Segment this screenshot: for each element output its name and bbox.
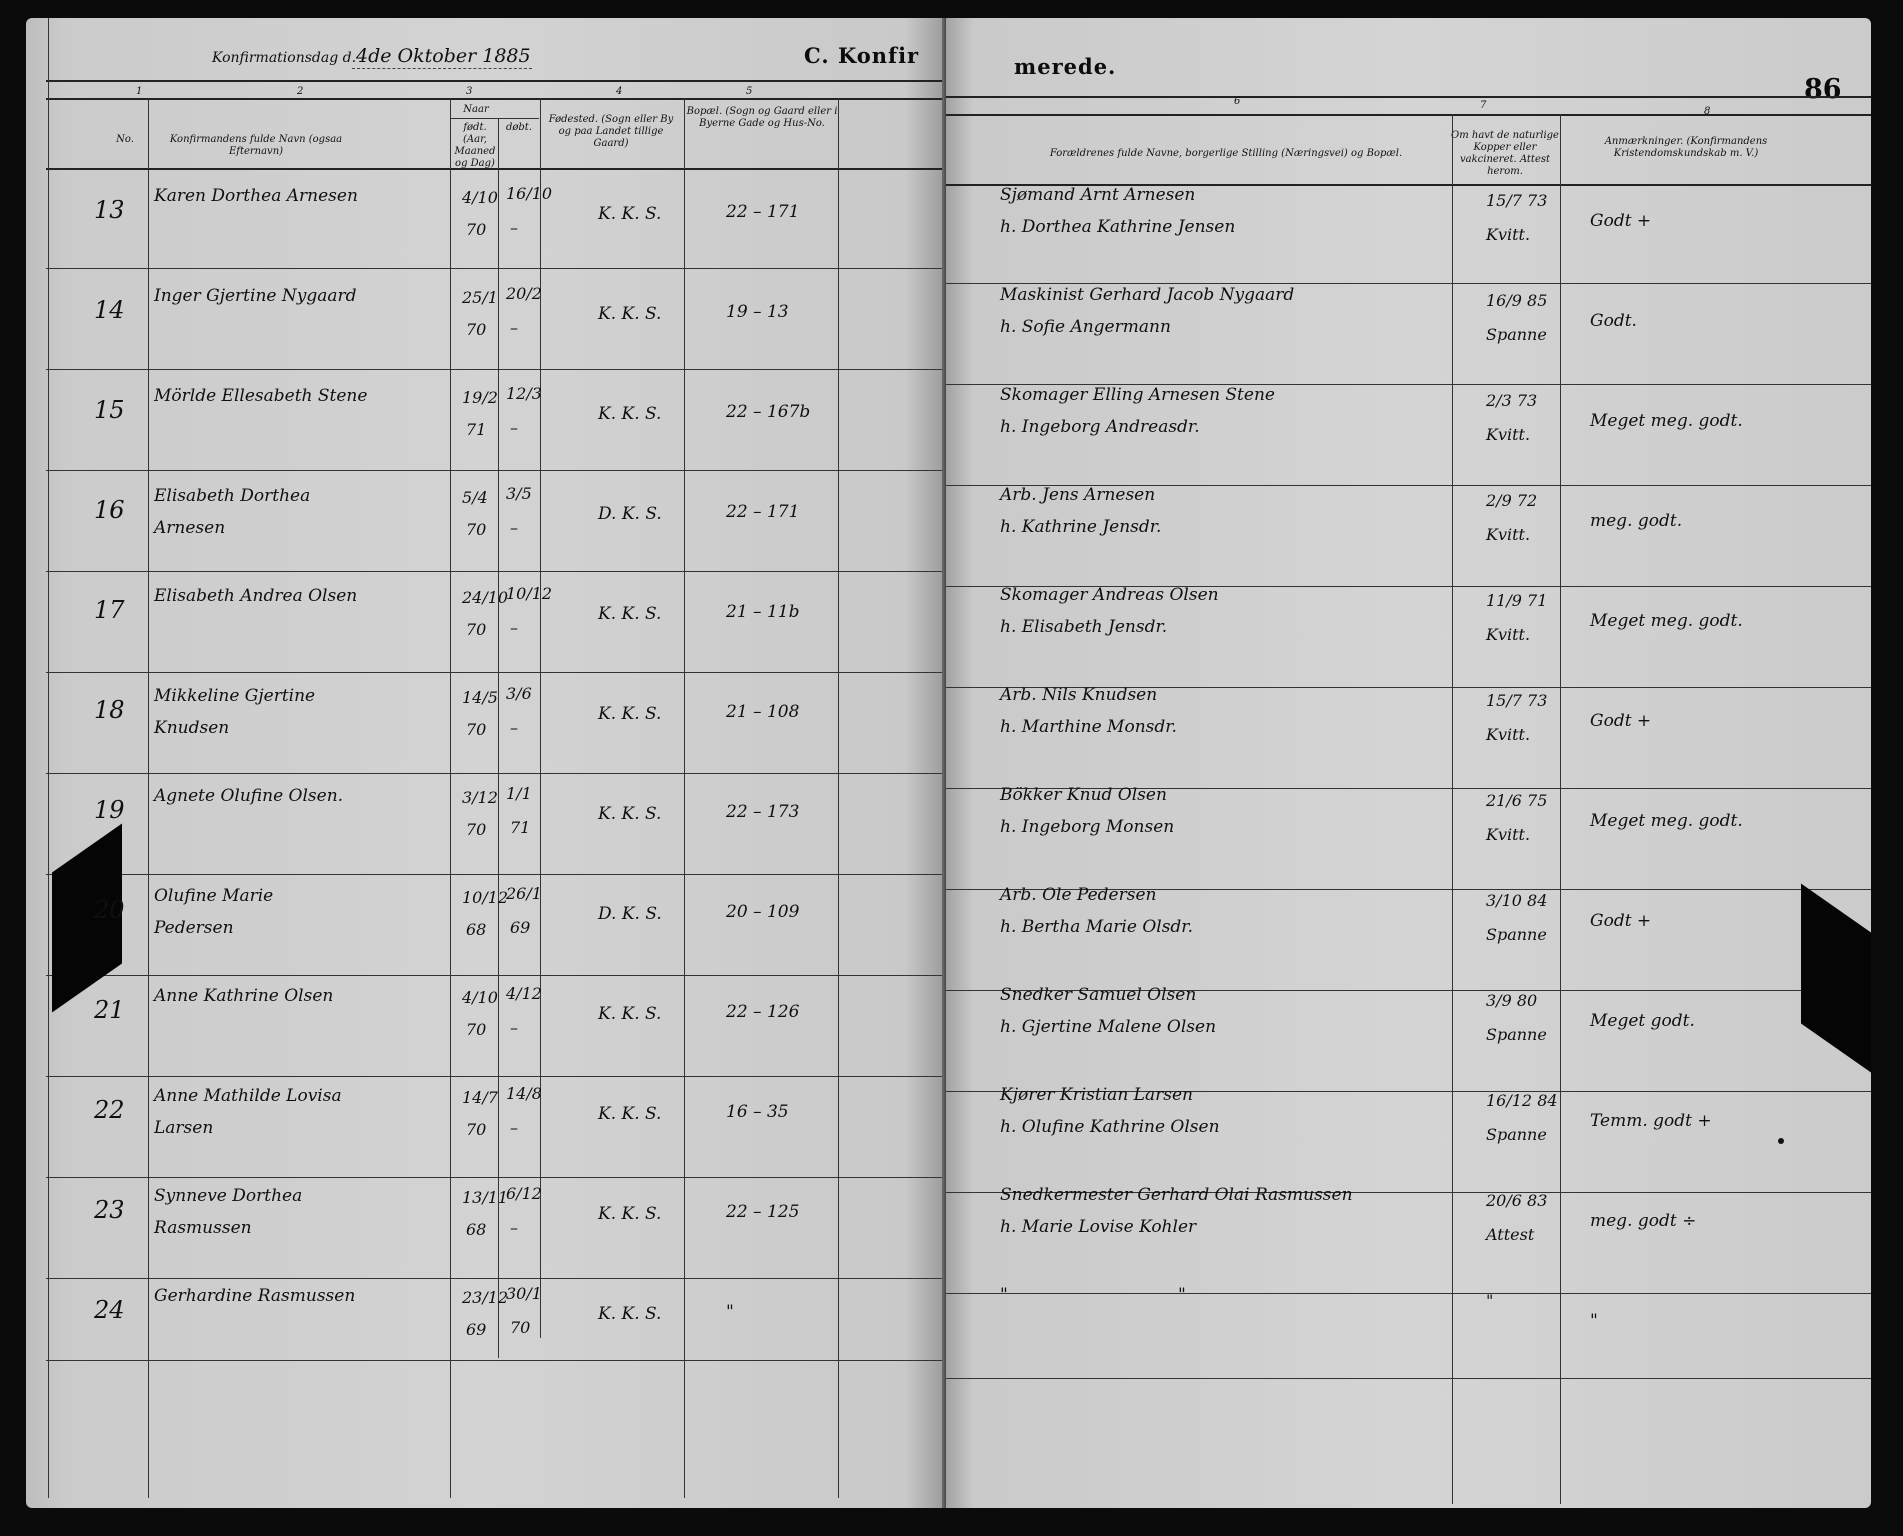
header-bopael: Bopæl. (Sogn og Gaard eller i Byerne Gade og Hus-No. xyxy=(686,106,838,129)
confirmand-name: Inger Gjertine Nygaard xyxy=(154,286,357,306)
row-number: 14 xyxy=(94,296,125,324)
residence: 21 – 108 xyxy=(726,702,800,722)
vaccination-attest: Spanne xyxy=(1486,1025,1547,1044)
parents-mother: h. Gjertine Malene Olsen xyxy=(1000,1017,1217,1037)
birth-date: 4/10 xyxy=(462,988,498,1007)
parents-father: " xyxy=(1000,1285,1008,1305)
row-rule xyxy=(46,975,942,976)
rule-top xyxy=(46,80,942,82)
confirmand-name-line2: Pedersen xyxy=(154,918,234,938)
col-line-margin xyxy=(48,18,49,1498)
parents-father: Kjører Kristian Larsen xyxy=(1000,1085,1193,1105)
residence: 22 – 126 xyxy=(726,1002,800,1022)
remarks: meg. godt. xyxy=(1590,511,1683,531)
vaccination-attest: Kvitt. xyxy=(1486,225,1531,244)
birth-year: 70 xyxy=(466,720,487,739)
birth-year: 70 xyxy=(466,1120,487,1139)
residence: 20 – 109 xyxy=(726,902,800,922)
birth-year: 71 xyxy=(466,420,487,439)
confirmand-name: Gerhardine Rasmussen xyxy=(154,1286,356,1306)
baptism-year: – xyxy=(510,418,518,437)
parents-mother: h. Sofie Angermann xyxy=(1000,317,1171,337)
vaccination-attest: Kvitt. xyxy=(1486,725,1531,744)
residence: 22 – 167b xyxy=(726,402,811,422)
baptism-date: 30/1 xyxy=(506,1284,542,1303)
header-foraeldre: Forældrenes fulde Navne, borgerlige Stilling (Næringsvei) og Bopæl. xyxy=(1049,148,1403,159)
birthplace: D. K. S. xyxy=(598,504,662,524)
baptism-date: 3/5 xyxy=(506,484,532,503)
header-fodested: Fødested. (Sogn eller By og paa Landet tillige Gaard) xyxy=(548,114,674,149)
confirmand-name: Karen Dorthea Arnesen xyxy=(154,186,358,206)
section-title-right: merede. xyxy=(1014,54,1117,79)
parents-father: Snedkermester Gerhard Olai Rasmussen xyxy=(1000,1185,1353,1205)
birth-date: 5/4 xyxy=(462,488,488,507)
confirmand-name: Agnete Olufine Olsen. xyxy=(154,786,344,806)
parents-mother: h. Elisabeth Jensdr. xyxy=(1000,617,1168,637)
baptism-year: 70 xyxy=(510,1318,531,1337)
baptism-year: 71 xyxy=(510,818,531,837)
column-number-7: 7 xyxy=(1480,100,1487,111)
rule-top xyxy=(946,96,1871,98)
birthplace: K. K. S. xyxy=(598,1204,662,1224)
col-line-name xyxy=(450,98,451,1498)
birth-year: 70 xyxy=(466,320,487,339)
vaccination-attest: Spanne xyxy=(1486,325,1547,344)
baptism-date: 6/12 xyxy=(506,1184,542,1203)
baptism-date: 20/2 xyxy=(506,284,542,303)
remarks: Godt + xyxy=(1590,711,1652,731)
birth-date: 14/7 xyxy=(462,1088,498,1107)
column-number-6: 6 xyxy=(1234,96,1241,107)
header-nr: No. xyxy=(116,134,134,145)
row-rule xyxy=(46,1278,942,1279)
remarks: " xyxy=(1590,1311,1598,1331)
birth-date: 10/12 xyxy=(462,888,509,907)
baptism-year: – xyxy=(510,518,518,537)
baptism-date: 16/10 xyxy=(506,184,553,203)
baptism-date: 3/6 xyxy=(506,684,532,703)
confirmand-name: Elisabeth Andrea Olsen xyxy=(154,586,358,606)
remarks: Godt. xyxy=(1590,311,1637,331)
residence: 22 – 171 xyxy=(726,202,800,222)
row-number: 22 xyxy=(94,1096,125,1124)
row-rule xyxy=(46,874,942,875)
column-number-2: 2 xyxy=(297,86,304,97)
parents-mother: h. Bertha Marie Olsdr. xyxy=(1000,917,1193,937)
baptism-date: 26/1 xyxy=(506,884,542,903)
birth-date: 19/2 xyxy=(462,388,498,407)
baptism-year: – xyxy=(510,618,518,637)
row-number: 18 xyxy=(94,696,125,724)
remarks: Godt + xyxy=(1590,211,1652,231)
column-number-3: 3 xyxy=(466,86,473,97)
birth-year: 70 xyxy=(466,520,487,539)
residence: 16 – 35 xyxy=(726,1102,789,1122)
vaccination-attest: Kvitt. xyxy=(1486,425,1531,444)
confirmand-name: Olufine Marie xyxy=(154,886,274,906)
col-line-nr xyxy=(148,98,149,1498)
binding-clip-right xyxy=(1801,883,1871,1072)
confirmand-name: Synneve Dorthea xyxy=(154,1186,303,1206)
row-number: 19 xyxy=(94,796,125,824)
row-number: 21 xyxy=(94,996,125,1024)
row-rule xyxy=(46,672,942,673)
birth-year: 68 xyxy=(466,920,487,939)
baptism-year: – xyxy=(510,218,518,237)
residence: 21 – 11b xyxy=(726,602,800,622)
vaccination-date: 3/9 80 xyxy=(1486,991,1538,1010)
confirmand-name-line2: Rasmussen xyxy=(154,1218,252,1238)
vaccination-attest: Kvitt. xyxy=(1486,525,1531,544)
baptism-date: 10/12 xyxy=(506,584,553,603)
birth-year: 69 xyxy=(466,1320,487,1339)
column-number-8: 8 xyxy=(1704,106,1711,117)
baptism-date: 12/3 xyxy=(506,384,542,403)
remarks: meg. godt ÷ xyxy=(1590,1211,1697,1231)
parents-mother: h. Dorthea Kathrine Jensen xyxy=(1000,217,1236,237)
vaccination-attest: Kvitt. xyxy=(1486,825,1531,844)
birth-year: 70 xyxy=(466,820,487,839)
column-number-4: 4 xyxy=(616,86,623,97)
row-number: 16 xyxy=(94,496,125,524)
birthplace: K. K. S. xyxy=(598,1304,662,1324)
parents-father: Skomager Elling Arnesen Stene xyxy=(1000,385,1275,405)
row-number: 24 xyxy=(94,1296,125,1324)
birthplace: K. K. S. xyxy=(598,704,662,724)
baptism-date: 1/1 xyxy=(506,784,532,803)
birth-date: 23/12 xyxy=(462,1288,509,1307)
vaccination-date: 3/10 84 xyxy=(1486,891,1548,910)
right-page xyxy=(946,18,1871,1508)
confirmand-name: Mörlde Ellesabeth Stene xyxy=(154,386,368,406)
residence: 22 – 171 xyxy=(726,502,800,522)
confirmand-name-line2: Larsen xyxy=(154,1118,214,1138)
col-line-kopper xyxy=(1560,114,1561,1504)
confirmand-name: Elisabeth Dorthea xyxy=(154,486,311,506)
rule-header-top xyxy=(46,98,942,100)
section-title-left: C. Konfir xyxy=(804,43,920,68)
konfirmationsdag-value: 4de Oktober 1885 xyxy=(356,45,531,67)
header-anmaerkninger: Anmærkninger. (Konfirmandens Kristendomskundskab m. V.) xyxy=(1604,136,1768,159)
remarks: Meget meg. godt. xyxy=(1590,811,1743,831)
vaccination-date: 15/7 73 xyxy=(1486,691,1548,710)
rule-header-top xyxy=(946,114,1871,116)
header-fodt: født. (Aar, Maaned og Dag) xyxy=(454,122,496,169)
vaccination-date: 16/12 84 xyxy=(1486,1091,1558,1110)
row-rule xyxy=(46,773,942,774)
parents-father: Bökker Knud Olsen xyxy=(1000,785,1167,805)
birthplace: K. K. S. xyxy=(598,1104,662,1124)
left-page xyxy=(26,18,942,1508)
parents-father: Arb. Nils Knudsen xyxy=(1000,685,1158,705)
parents-father: Skomager Andreas Olsen xyxy=(1000,585,1219,605)
confirmand-name: Anne Mathilde Lovisa xyxy=(154,1086,342,1106)
baptism-year: – xyxy=(510,318,518,337)
birth-year: 70 xyxy=(466,1020,487,1039)
parents-mother: h. Ingeborg Monsen xyxy=(1000,817,1175,837)
birth-date: 14/5 xyxy=(462,688,498,707)
birth-year: 70 xyxy=(466,620,487,639)
row-rule xyxy=(946,283,1871,284)
ink-dot xyxy=(1778,1138,1784,1144)
birth-year: 70 xyxy=(466,220,487,239)
row-rule xyxy=(946,1378,1871,1379)
col-line-fodt xyxy=(498,118,499,1358)
column-number-1: 1 xyxy=(136,86,143,97)
vaccination-date: 11/9 71 xyxy=(1486,591,1548,610)
baptism-date: 4/12 xyxy=(506,984,542,1003)
birth-year: 68 xyxy=(466,1220,487,1239)
vaccination-date: 16/9 85 xyxy=(1486,291,1548,310)
row-rule xyxy=(46,268,942,269)
row-rule xyxy=(46,1360,942,1361)
rule-header-bottom xyxy=(46,168,942,170)
birthplace: K. K. S. xyxy=(598,404,662,424)
vaccination-date: 20/6 83 xyxy=(1486,1191,1548,1210)
col-line-bopael xyxy=(838,98,839,1498)
birth-date: 13/11 xyxy=(462,1188,509,1207)
vaccination-date: 15/7 73 xyxy=(1486,191,1548,210)
parents-mother: h. Kathrine Jensdr. xyxy=(1000,517,1162,537)
row-rule xyxy=(46,571,942,572)
vaccination-attest: Spanne xyxy=(1486,1125,1547,1144)
vaccination-date: " xyxy=(1486,1291,1494,1310)
konfirmationsdag-dotted-line xyxy=(352,68,532,69)
birth-date: 4/10 xyxy=(462,188,498,207)
remarks: Temm. godt + xyxy=(1590,1111,1712,1131)
birth-date: 24/10 xyxy=(462,588,509,607)
remarks: Meget meg. godt. xyxy=(1590,411,1743,431)
header-dobt: døbt. xyxy=(505,122,533,133)
page-number: 86 xyxy=(1804,74,1842,105)
birth-date: 25/1 xyxy=(462,288,498,307)
confirmand-name-line2: Knudsen xyxy=(154,718,230,738)
parents-father: Arb. Ole Pedersen xyxy=(1000,885,1157,905)
residence: 19 – 13 xyxy=(726,302,789,322)
vaccination-attest: Attest xyxy=(1486,1225,1535,1244)
row-number: 20 xyxy=(94,896,125,924)
parents-father: Maskinist Gerhard Jacob Nygaard xyxy=(1000,285,1295,305)
column-number-5: 5 xyxy=(746,86,753,97)
row-number: 13 xyxy=(94,196,125,224)
parents-mother: h. Olufine Kathrine Olsen xyxy=(1000,1117,1220,1137)
remarks: Meget meg. godt. xyxy=(1590,611,1743,631)
konfirmationsdag-label: Konfirmationsdag d. xyxy=(212,50,357,66)
header-naar: Naar xyxy=(463,104,489,115)
residence: " xyxy=(726,1302,734,1322)
header-name: Konfirmandens fulde Navn (ogsaa Efternavn) xyxy=(169,134,343,157)
rule-naar xyxy=(451,118,539,119)
confirmand-name: Mikkeline Gjertine xyxy=(154,686,316,706)
parents-father: Snedker Samuel Olsen xyxy=(1000,985,1197,1005)
parents-mother: h. Marthine Monsdr. xyxy=(1000,717,1177,737)
birthplace: K. K. S. xyxy=(598,204,662,224)
baptism-year: – xyxy=(510,1118,518,1137)
vaccination-attest: Kvitt. xyxy=(1486,625,1531,644)
parents-father: Arb. Jens Arnesen xyxy=(1000,485,1156,505)
birthplace: K. K. S. xyxy=(598,304,662,324)
baptism-date: 14/8 xyxy=(506,1084,542,1103)
row-number: 23 xyxy=(94,1196,125,1224)
row-rule xyxy=(46,1177,942,1178)
vaccination-date: 2/3 73 xyxy=(1486,391,1538,410)
birthplace: K. K. S. xyxy=(598,604,662,624)
row-rule xyxy=(46,369,942,370)
residence: 22 – 173 xyxy=(726,802,800,822)
header-kopper: Om havt de naturlige Kopper eller vakcineret. Attest herom. xyxy=(1451,130,1559,177)
remarks: Meget godt. xyxy=(1590,1011,1695,1031)
parents-mother: h. Marie Lovise Kohler xyxy=(1000,1217,1197,1237)
col-line-foraeldre xyxy=(1452,114,1453,1504)
birthplace: D. K. S. xyxy=(598,904,662,924)
remarks: Godt + xyxy=(1590,911,1652,931)
confirmand-name: Anne Kathrine Olsen xyxy=(154,986,334,1006)
col-line-fodested xyxy=(684,98,685,1498)
baptism-year: – xyxy=(510,718,518,737)
row-rule xyxy=(46,470,942,471)
row-number: 17 xyxy=(94,596,125,624)
parents-father: Sjømand Arnt Arnesen xyxy=(1000,185,1196,205)
birthplace: K. K. S. xyxy=(598,804,662,824)
birth-date: 3/12 xyxy=(462,788,498,807)
row-rule xyxy=(946,1293,1871,1294)
baptism-year: – xyxy=(510,1218,518,1237)
parents-mother: h. Ingeborg Andreasdr. xyxy=(1000,417,1200,437)
baptism-year: – xyxy=(510,1018,518,1037)
baptism-year: 69 xyxy=(510,918,531,937)
row-rule xyxy=(46,1076,942,1077)
row-number: 15 xyxy=(94,396,125,424)
vaccination-attest: Spanne xyxy=(1486,925,1547,944)
residence: 22 – 125 xyxy=(726,1202,800,1222)
vaccination-date: 21/6 75 xyxy=(1486,791,1548,810)
parents-ditto: " xyxy=(1178,1285,1186,1305)
birthplace: K. K. S. xyxy=(598,1004,662,1024)
vaccination-date: 2/9 72 xyxy=(1486,491,1538,510)
confirmand-name-line2: Arnesen xyxy=(154,518,226,538)
